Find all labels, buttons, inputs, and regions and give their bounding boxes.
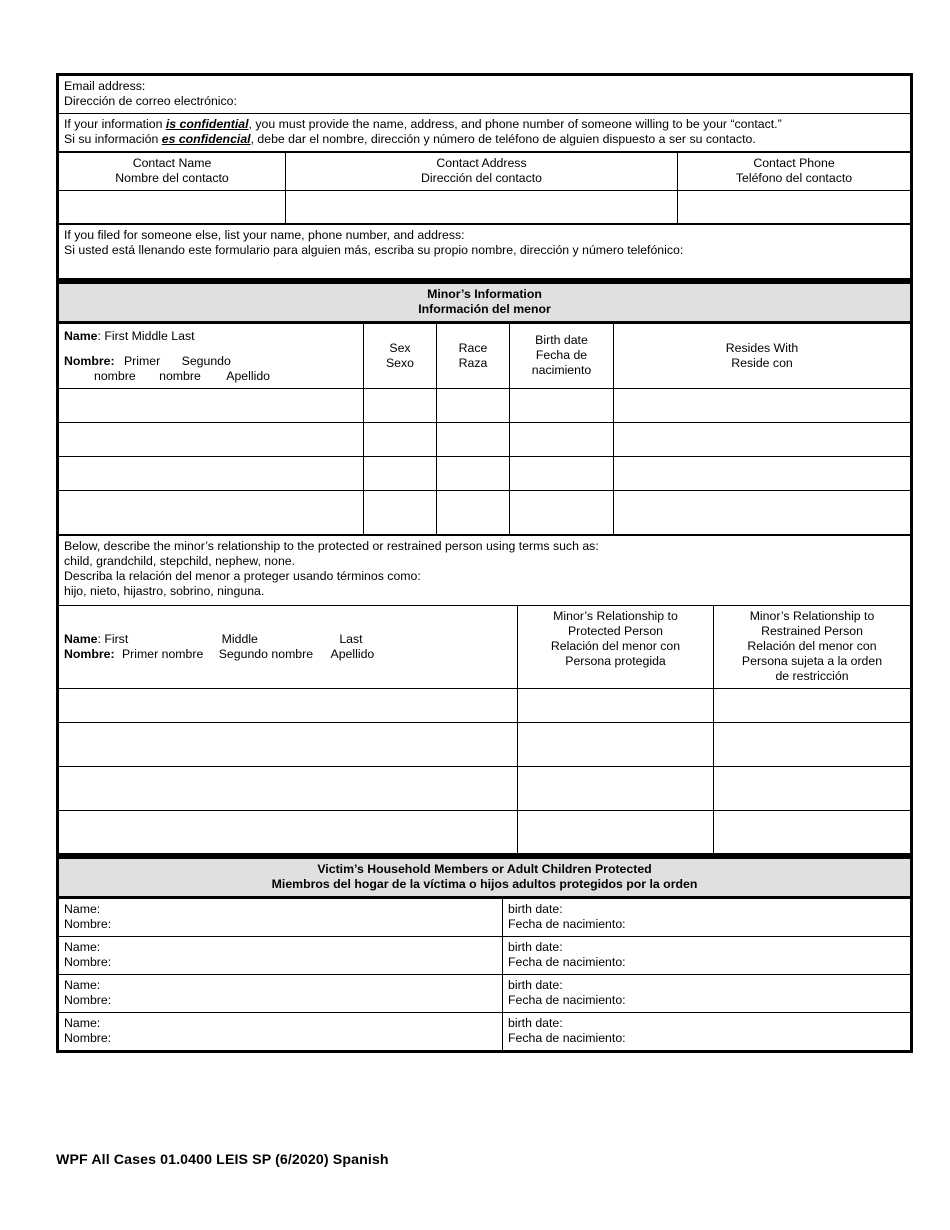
household-birthdate-label-es: Fecha de nacimiento: xyxy=(508,1031,626,1045)
relationship-name-first-en: : First xyxy=(97,631,129,646)
relationship-name-input[interactable] xyxy=(58,723,518,767)
relationship-restrained-input[interactable] xyxy=(714,723,912,767)
household-name-cell[interactable] xyxy=(58,898,503,937)
minor-resides-header xyxy=(614,323,912,389)
minor-birthdate-input[interactable] xyxy=(510,423,614,457)
relationship-restrained-header-es1: Relación del menor con xyxy=(747,639,877,653)
minor-name-input[interactable] xyxy=(58,457,364,491)
minor-information-section-header xyxy=(58,283,912,323)
minor-race-header-en: Race xyxy=(458,340,488,355)
household-members-table xyxy=(56,856,913,1053)
contact-info-table xyxy=(56,152,913,224)
minor-information-table xyxy=(56,281,913,535)
table-row xyxy=(58,937,912,975)
minor-name-es-middle: Segundo xyxy=(181,354,231,368)
minor-sex-header xyxy=(364,323,437,389)
form-container xyxy=(56,73,910,1053)
household-name-label-en: Name: xyxy=(64,940,101,954)
household-birthdate-label-en: birth date: xyxy=(508,902,563,916)
contact-address-header-es: Dirección del contacto xyxy=(421,171,542,185)
household-name-cell[interactable] xyxy=(58,937,503,975)
minor-sex-input[interactable] xyxy=(364,491,437,535)
household-birthdate-cell[interactable] xyxy=(503,1013,912,1052)
table-row xyxy=(58,1013,912,1052)
household-birthdate-label-es: Fecha de nacimiento: xyxy=(508,955,626,969)
filed-for-other-es: Si usted está llenando este formulario para alguien más, escriba su propio nombre, dirección y número telefónico: xyxy=(64,243,684,257)
confidential-en-post: , you must provide the name, address, and phone number of someone willing to be your “contact.” xyxy=(248,117,782,131)
minor-resides-input[interactable] xyxy=(614,423,912,457)
email-label-es: Dirección de correo electrónico: xyxy=(64,94,237,108)
table-row xyxy=(58,114,912,152)
minor-resides-header-es: Reside con xyxy=(731,355,793,370)
household-name-label-es: Nombre: xyxy=(64,917,112,931)
minor-name-es-middle2: nombre xyxy=(159,369,201,383)
email-label-en: Email address: xyxy=(64,79,146,93)
household-name-label-en: Name: xyxy=(64,902,101,916)
table-row xyxy=(58,536,912,606)
relationship-restrained-input[interactable] xyxy=(714,767,912,811)
household-name-label-es: Nombre: xyxy=(64,993,112,1007)
minor-sex-input[interactable] xyxy=(364,389,437,423)
minor-birthdate-header-es2: nacimiento xyxy=(531,363,592,377)
contact-address-input[interactable] xyxy=(286,191,678,224)
relationship-protected-input[interactable] xyxy=(518,689,714,723)
relationship-restrained-header xyxy=(714,606,912,689)
contact-name-header xyxy=(58,153,286,191)
household-birthdate-cell[interactable] xyxy=(503,975,912,1013)
relationship-name-middle-en: Middle xyxy=(221,631,258,646)
filed-for-other-en: If you filed for someone else, list your name, phone number, and address: xyxy=(64,228,465,242)
table-row xyxy=(58,723,912,767)
table-row xyxy=(58,975,912,1013)
contact-name-header-es: Nombre del contacto xyxy=(115,171,229,185)
table-row-header xyxy=(58,153,912,191)
table-row xyxy=(58,225,912,280)
relationship-protected-input[interactable] xyxy=(518,811,714,855)
relationship-name-last-es: Apellido xyxy=(330,646,375,661)
minor-name-es-last: Apellido xyxy=(226,369,271,383)
email-address-table xyxy=(56,73,913,152)
confidential-en-pre: If your information xyxy=(64,117,166,131)
relationship-restrained-input[interactable] xyxy=(714,689,912,723)
relationship-protected-header-en1: Minor’s Relationship to xyxy=(553,609,678,623)
relationship-protected-header-en2: Protected Person xyxy=(567,624,663,638)
filed-for-other-table xyxy=(56,224,913,281)
household-birthdate-label-en: birth date: xyxy=(508,1016,563,1030)
table-row xyxy=(58,898,912,937)
contact-phone-header-es: Teléfono del contacto xyxy=(735,171,853,185)
household-name-label-en: Name: xyxy=(64,978,101,992)
minor-resides-input[interactable] xyxy=(614,491,912,535)
document-footer: WPF All Cases 01.0400 LEIS SP (6/2020) Spanish xyxy=(56,1152,389,1168)
table-row xyxy=(58,191,912,224)
confidential-text-en xyxy=(64,117,905,132)
relationship-table xyxy=(56,535,913,856)
minor-birthdate-input[interactable] xyxy=(510,457,614,491)
contact-address-header xyxy=(286,153,678,191)
household-section-title-es: Miembros del hogar de la víctima o hijos adultos protegidos por la orden xyxy=(271,877,698,891)
contact-phone-header xyxy=(678,153,912,191)
minor-name-input[interactable] xyxy=(58,423,364,457)
table-row xyxy=(58,767,912,811)
relationship-instructions xyxy=(58,536,912,606)
contact-phone-input[interactable] xyxy=(678,191,912,224)
table-row xyxy=(58,491,912,535)
household-section-title-en: Victim’s Household Members or Adult Children Protected xyxy=(317,862,652,876)
minor-birthdate-header xyxy=(510,323,614,389)
minor-birthdate-header-en: Birth date xyxy=(535,333,588,347)
minor-name-header xyxy=(58,323,364,389)
minor-sex-header-es: Sexo xyxy=(385,355,415,370)
relationship-restrained-header-es2: Persona sujeta a la orden xyxy=(741,654,883,668)
household-birthdate-cell[interactable] xyxy=(503,898,912,937)
table-row-header xyxy=(58,606,912,689)
household-birthdate-label-es: Fecha de nacimiento: xyxy=(508,993,626,1007)
minor-resides-input[interactable] xyxy=(614,389,912,423)
table-row xyxy=(58,423,912,457)
relationship-name-last-en: Last xyxy=(339,631,363,646)
minor-race-input[interactable] xyxy=(437,389,510,423)
confidential-es-emphasis: es confidencial xyxy=(161,132,251,146)
relationship-instructions-es-2: hijo, nieto, hijastro, sobrino, ninguna. xyxy=(64,584,265,598)
relationship-name-input[interactable] xyxy=(58,811,518,855)
relationship-protected-header-es2: Persona protegida xyxy=(565,654,666,668)
confidential-en-emphasis: is confidential xyxy=(165,117,249,131)
email-address-cell[interactable] xyxy=(58,75,912,114)
table-row-header xyxy=(58,323,912,389)
household-birthdate-label-es: Fecha de nacimiento: xyxy=(508,917,626,931)
minor-race-input[interactable] xyxy=(437,423,510,457)
minor-name-parts-en: : First Middle Last xyxy=(97,329,195,343)
minor-sex-input[interactable] xyxy=(364,423,437,457)
household-name-cell[interactable] xyxy=(58,1013,503,1052)
relationship-protected-header xyxy=(518,606,714,689)
contact-phone-header-en: Contact Phone xyxy=(753,156,835,170)
relationship-name-input[interactable] xyxy=(58,767,518,811)
table-row xyxy=(58,811,912,855)
relationship-restrained-input[interactable] xyxy=(714,811,912,855)
contact-name-header-en: Contact Name xyxy=(132,156,212,170)
contact-address-header-en: Contact Address xyxy=(436,156,527,170)
relationship-name-label-es: Nombre: xyxy=(64,646,115,661)
household-section-header xyxy=(58,858,912,898)
minor-name-es-first: Primer xyxy=(123,354,161,368)
minor-race-input[interactable] xyxy=(437,457,510,491)
minor-sex-input[interactable] xyxy=(364,457,437,491)
relationship-instructions-en-2: child, grandchild, stepchild, nephew, none. xyxy=(64,554,296,568)
table-row xyxy=(58,457,912,491)
relationship-name-label-en: Name xyxy=(64,631,98,646)
minor-name-es-first2: nombre xyxy=(94,369,136,383)
minor-name-input[interactable] xyxy=(58,491,364,535)
table-row xyxy=(58,389,912,423)
relationship-restrained-header-es3: de restricción xyxy=(775,669,849,683)
table-row xyxy=(58,75,912,114)
relationship-name-header xyxy=(58,606,518,689)
relationship-name-input[interactable] xyxy=(58,689,518,723)
minor-sex-header-en: Sex xyxy=(389,340,411,355)
household-birthdate-cell[interactable] xyxy=(503,937,912,975)
confidential-instructions-cell xyxy=(58,114,912,152)
household-name-label-es: Nombre: xyxy=(64,955,112,969)
minor-name-label-es: Nombre: xyxy=(64,354,115,368)
table-row xyxy=(58,689,912,723)
household-birthdate-label-en: birth date: xyxy=(508,978,563,992)
minor-name-input[interactable] xyxy=(58,389,364,423)
minor-race-header-es: Raza xyxy=(458,355,488,370)
minor-resides-header-en: Resides With xyxy=(725,340,799,355)
relationship-name-middle-es: Segundo nombre xyxy=(218,646,314,661)
relationship-protected-input[interactable] xyxy=(518,767,714,811)
minor-race-header xyxy=(437,323,510,389)
relationship-protected-input[interactable] xyxy=(518,723,714,767)
minor-resides-input[interactable] xyxy=(614,457,912,491)
minor-birthdate-input[interactable] xyxy=(510,491,614,535)
household-name-label-en: Name: xyxy=(64,1016,101,1030)
relationship-name-first-es: Primer nombre xyxy=(121,646,204,661)
confidential-es-post: , debe dar el nombre, dirección y número de teléfono de alguien dispuesto a ser su contacto. xyxy=(250,132,756,146)
minor-section-title-es: Información del menor xyxy=(418,302,551,316)
minor-name-label-en: Name xyxy=(64,329,98,343)
section-header-row xyxy=(58,858,912,898)
section-header-row xyxy=(58,283,912,323)
relationship-instructions-es-1: Describa la relación del menor a proteger usando términos como: xyxy=(64,569,421,583)
minor-section-title-en: Minor’s Information xyxy=(427,287,542,301)
minor-race-input[interactable] xyxy=(437,491,510,535)
filed-for-other-cell[interactable] xyxy=(58,225,912,280)
minor-birthdate-input[interactable] xyxy=(510,389,614,423)
household-birthdate-label-en: birth date: xyxy=(508,940,563,954)
relationship-instructions-en-1: Below, describe the minor’s relationship to the protected or restrained person using terms such as: xyxy=(64,539,599,553)
household-name-cell[interactable] xyxy=(58,975,503,1013)
contact-name-input[interactable] xyxy=(58,191,286,224)
relationship-restrained-header-en1: Minor’s Relationship to xyxy=(749,609,875,623)
relationship-restrained-header-en2: Restrained Person xyxy=(761,624,863,638)
minor-birthdate-header-es1: Fecha de xyxy=(535,348,588,362)
household-name-label-es: Nombre: xyxy=(64,1031,112,1045)
relationship-protected-header-es1: Relación del menor con xyxy=(550,639,681,653)
confidential-es-pre: Si su información xyxy=(64,132,162,146)
confidential-text-es xyxy=(64,132,905,147)
